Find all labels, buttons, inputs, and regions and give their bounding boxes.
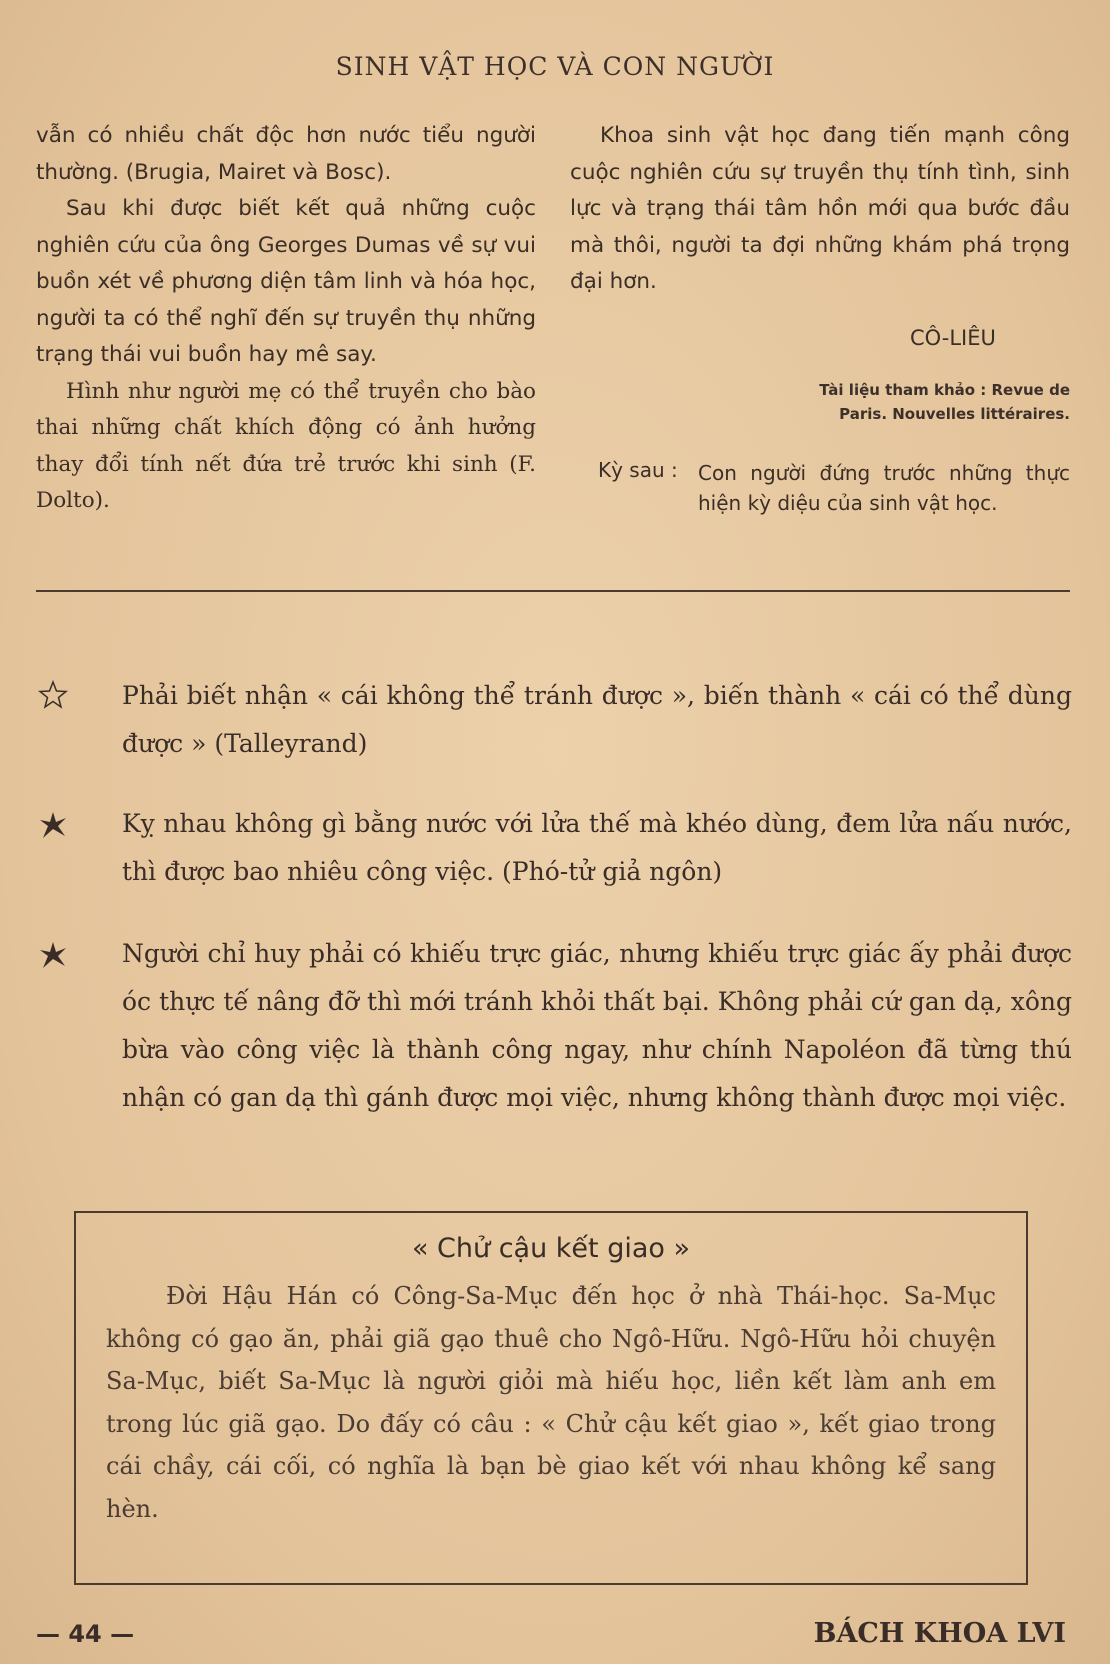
article-left-column — [36, 118, 536, 520]
magazine-issue: BÁCH KHOA LVI — [813, 1618, 1066, 1649]
quote-text: Người chỉ huy phải có khiếu trực giác, nhưng khiếu trực giác ấy phải được óc thực tế nâng đỡ thì mới tránh khỏi thất bại. Không phải cứ gan dạ, xông bừa vào công việc là thành công ngay, như chính Napoléon đã từng thú nhận có gan dạ thì gánh được mọi việc, nhưng không thành được mọi việc. — [122, 939, 1072, 1112]
star-solid-icon — [38, 940, 68, 975]
quote-block — [122, 800, 1072, 896]
box-paragraph: Đời Hậu Hán có Công-Sa-Mục đến học ở nhà Thái-học. Sa-Mục không có gạo ăn, phải giã gạo thuê cho Ngô-Hữu. Ngô-Hữu hỏi chuyện Sa-Mục, biết Sa-Mục là người giỏi mà hiếu học, liền kết làm anh em trong lúc giã gạo. Do đấy có câu : « Chử cậu kết giao », kết giao trong cái chầy, cái cối, có nghĩa là bạn bè giao kết với nhau không kể sang hèn. — [106, 1282, 996, 1523]
paragraph: Sau khi được biết kết quả những cuộc nghiên cứu của ông Georges Dumas về sự vui buồn xét về phương diện tâm linh và hóa học, người ta có thể nghĩ đến sự truyền thụ những trạng thái vui buồn hay mê say. — [36, 196, 536, 367]
author-signature: CÔ-LIÊU — [910, 326, 996, 350]
paragraph: Hình như người mẹ có thể truyền cho bào thai những chất khích động có ảnh hưởng thay đổi tính nết đứa trẻ trước khi sinh (F. Dolto). — [36, 378, 536, 513]
star-solid-icon — [38, 810, 68, 845]
box-body — [106, 1275, 996, 1530]
box-title: « Chử cậu kết giao » — [411, 1233, 691, 1264]
quote-block — [122, 930, 1072, 1122]
next-issue-text: Con người đứng trước những thực hiện kỳ diệu của sinh vật học. — [698, 461, 1070, 515]
anecdote-box — [74, 1211, 1028, 1585]
quote-text: Phải biết nhận « cái không thể tránh được », biến thành « cái có thể dùng được » (Talleyrand) — [122, 681, 1072, 758]
reference-note: Tài liệu tham khảo : Revue de Paris. Nouvelles littéraires. — [819, 381, 1070, 423]
paragraph: Khoa sinh vật học đang tiến mạnh công cuộc nghiên cứu sự truyền thụ tính tình, sinh lực và trạng thái tâm hồn mới qua bước đầu mà thôi, người ta đợi những khám phá trọng đại hơn. — [570, 123, 1070, 294]
paragraph: vẫn có nhiều chất độc hơn nước tiểu người thường. (Brugia, Mairet và Bosc). — [36, 123, 536, 185]
article-right-column — [570, 118, 1070, 301]
quote-block — [122, 672, 1072, 768]
next-issue-label: Kỳ sau : — [598, 458, 678, 482]
star-outline-icon — [38, 680, 68, 715]
running-title: SINH VẬT HỌC VÀ CON NGƯỜI — [335, 52, 775, 81]
page-number: — 44 — — [36, 1620, 135, 1648]
section-divider — [36, 590, 1070, 592]
quote-text: Kỵ nhau không gì bằng nước với lửa thế mà khéo dùng, đem lửa nấu nước, thì được bao nhiêu công việc. (Phó-tử giả ngôn) — [122, 809, 1072, 886]
